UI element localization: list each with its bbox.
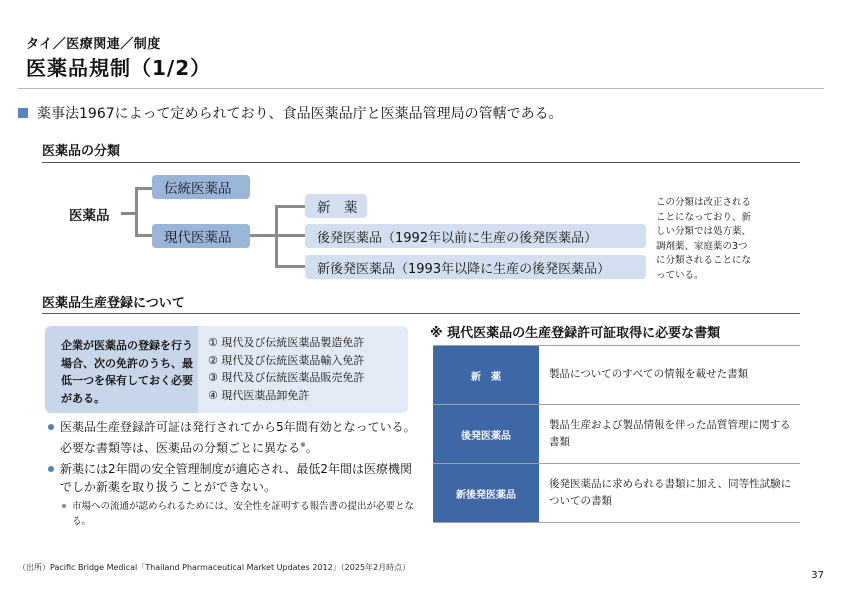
bullet-item: 新薬には2年間の安全管理制度が適応され、最低2年間は医療機関でしか新薬を取り扱うことができない。 xyxy=(48,460,418,496)
source-citation: （出所）Pacific Bridge Medical「Thailand Pharmaceutical Market Updates 2012」（2025年2月時点） xyxy=(18,563,411,572)
table-documents-cell: 製品についてのすべての情報を載せた書類 xyxy=(539,346,800,405)
node-new-drug: 新 薬 xyxy=(305,194,367,218)
connector xyxy=(135,187,152,190)
connector xyxy=(275,205,305,208)
intro-statement xyxy=(18,103,563,123)
connector xyxy=(121,212,135,215)
connector xyxy=(275,265,305,268)
bullet-text: 医薬品生産登録許可証は発行されてから5年間有効となっている。必要な書類等は、医薬品の分類ごとに異なる xyxy=(60,420,416,455)
registration-bullets xyxy=(48,418,418,529)
node-traditional-medicine: 伝統医薬品 xyxy=(152,175,250,199)
license-item: ③ 現代及び伝統医薬品販売免許 xyxy=(208,371,365,385)
page-title: 医薬品規制（1/2） xyxy=(26,56,212,80)
registration-heading: 医薬品生産登録について xyxy=(42,296,185,311)
title-divider xyxy=(18,88,824,89)
connector xyxy=(135,187,138,237)
footnote-mark: ※ xyxy=(300,441,306,449)
registration-divider xyxy=(42,313,800,314)
table-category-cell: 後発医薬品 xyxy=(433,405,539,464)
classification-note: この分類は改正されることになっており、新しい分類では処方薬、調剤薬、家庭薬の3つに分類されることになっている。 xyxy=(656,197,752,281)
page-number: 37 xyxy=(811,570,824,581)
connector xyxy=(135,234,152,237)
table-documents-cell: 製品生産および製品情報を伴った品質管理に関する書類 xyxy=(539,405,800,464)
table-category-cell: 新後発医薬品 xyxy=(433,464,539,523)
breadcrumb: タイ／医療関連／制度 xyxy=(26,37,161,52)
bullet-item xyxy=(48,418,418,457)
table-documents-cell: 後発医薬品に求められる書類に加え、同等性試験についての書類 xyxy=(539,464,800,523)
bullet-text-end: 。 xyxy=(305,441,318,455)
documents-table xyxy=(433,345,800,523)
license-item: ④ 現代医薬品卸免許 xyxy=(208,388,310,402)
connector xyxy=(250,234,276,237)
table-category-cell: 新 薬 xyxy=(433,346,539,405)
node-generic-drug: 後発医薬品（1992年以前に生産の後発医薬品） xyxy=(305,224,646,248)
license-requirement-box xyxy=(45,326,408,413)
license-requirement-text: 企業が医薬品の登録を行う場合、次の免許のうち、最低一つを保有しておく必要がある。 xyxy=(45,326,198,413)
tree-root: 医薬品 xyxy=(69,208,110,224)
documents-table-title: ※ 現代医薬品の生産登録許可証取得に必要な書類 xyxy=(430,326,721,341)
connector xyxy=(275,234,305,237)
node-modern-medicine: 現代医薬品 xyxy=(152,224,250,248)
classification-divider xyxy=(42,162,800,163)
license-item: ② 現代及び伝統医薬品輸入免許 xyxy=(208,353,365,367)
license-item: ① 現代及び伝統医薬品製造免許 xyxy=(208,336,365,349)
square-bullet-icon xyxy=(18,108,28,118)
intro-text: 薬事法1967によって定められており、食品医薬品庁と医薬品管理局の管轄である。 xyxy=(37,106,563,122)
table-row xyxy=(433,405,800,464)
table-row xyxy=(433,464,800,523)
node-new-generic-drug: 新後発医薬品（1993年以降に生産の後発医薬品） xyxy=(305,255,646,279)
sub-bullet-item: 市場への流通が認められるためには、安全性を証明する報告書の提出が必要となる。 xyxy=(60,499,418,529)
license-list xyxy=(198,326,408,413)
table-row xyxy=(433,346,800,405)
classification-heading: 医薬品の分類 xyxy=(42,144,121,159)
